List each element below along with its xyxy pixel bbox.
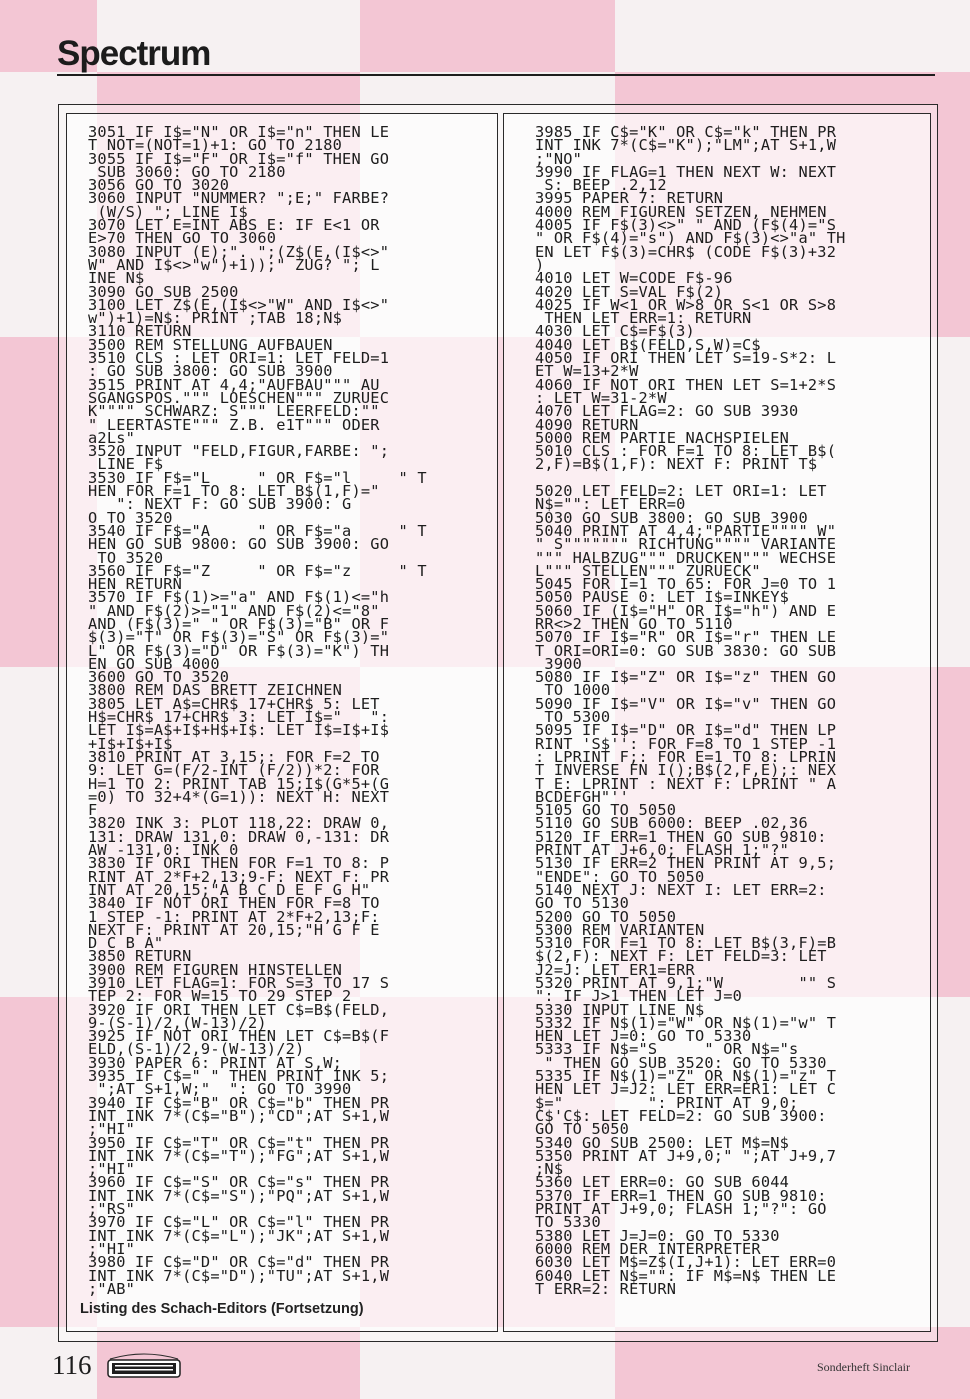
code-listing-left: 3051 IF I$="N" OR I$="n" THEN LE T NOT=(NOT=1)+1: GO TO 2180 3055 IF I$="F" OR I$="f" THEN GO SUB 3060: GO TO 2180 3056 GO TO 3020 3060 INPUT "NUMMER? ";E;" FARBE? (W/S) "; LINE I$ 3070 LET E=INT ABS E: IF E<1 OR E>70 THEN GO TO 3060 3080 INPUT (E);". ";(Z$(E,(I$<>" W" AND I$<>"w")+1));" ZUG? "; L INE N$ 3090 GO SUB 2500 3100 LET Z$(E,(I$<>"W" AND I$<>" w")+1)=N$: PRINT ;TAB 18;N$ 3110 RETURN 3500 REM STELLUNG AUFBAUEN 3510 CLS : LET ORI=1: LET FELD=1 : GO SUB 3800: GO SUB 3900 3515 PRINT AT 4,4;"AUFBAU""" AU SGANGSPOS.""" LOESCHEN""" ZURUEC K"""" SCHWARZ: S""" LEERFELD:"" " LEERTASTE""" Z.B. e1T""" ODER a2Ls" 3520 INPUT "FELD,FIGUR,FARBE: "; LINE F$ 3530 IF F$="L " OR F$="l " T HEN FOR F=1 TO 8: LET B$(1,F)=" ": NEXT F: GO SUB 3900: G O TO 3520 3540 IF F$="A " OR F$="a " T HEN GO SUB 9800: GO SUB 3900: GO TO 3520 3560 IF F$="Z " OR F$="z " T HEN RETURN 3570 IF F$(1)>="a" AND F$(1)<="h " AND F$(2)>="1" AND F$(2)<="8" AND (F$(3)=" " OR F$(3)="B" OR F $(3)="T" OR F$(3)="S" OR F$(3)=" L" OR F$(3)="D" OR F$(3)="K") TH EN GO SUB 4000 3600 GO TO 3520 3800 REM DAS BRETT ZEICHNEN 3805 LET A$=CHR$ 17+CHR$ 5: LET H$=CHR$ 17+CHR$ 3: LET I$=" ": LET I$=A$+I$+H$+I$: LET I$=I$+I$ +I$+I$+I$ 3810 PRINT AT 3,15;: FOR F=2 TO 9: LET G=(F/2-INT (F/2))*2: FOR H=1 TO 2: PRINT TAB 15;I$(G*5+(G =0) TO 32+4*(G=1)): NEXT H: NEXT F 3820 INK 3: PLOT 118,22: DRAW 0, 131: DRAW 131,0: DRAW 0,-131: DR AW -131,0: INK 0 3830 IF ORI THEN FOR F=1 TO 8: P RINT AT 2*F+2,13;9-F: NEXT F: PR INT AT 20,15;"A B C D E F G H" 3840 IF NOT ORI THEN FOR F=8 TO 1 STEP -1: PRINT AT 2*F+2,13;F: NEXT F: PRINT AT 20,15;"H G F E D C B A" 3850 RETURN 3900 REM FIGUREN HINSTELLEN 3910 LET FLAG=1: FOR S=3 TO 17 S TEP 2: FOR W=15 TO 29 STEP 2 3920 IF ORI THEN LET C$=B$(FELD, 9-(S-1)/2,(W-13)/2) 3925 IF NOT ORI THEN LET C$=B$(F ELD,(S-1)/2,9-(W-13)/2) 3930 PAPER 6: PRINT AT S,W; 3935 IF C$=" " THEN PRINT INK 5; ";AT S+1,W;" ": GO TO 3990 3940 IF C$="B" OR C$="b" THEN PR INT INK 7*(C$="B");"CD";AT S+1,W ;"HI" 3950 IF C$="T" OR C$="t" THEN PR INT INK 7*(C$="T");"FG";AT S+1,W ;"HI" 3960 IF C$="S" OR C$="s" THEN PR INT INK 7*(C$="S");"PQ";AT S+1,W ;"RS" 3970 IF C$="L" OR C$="l" THEN PR INT INK 7*(C$="L");"JK";AT S+1,W ;"HI" 3980 IF C$="D" OR C$="d" THEN PR INT INK 7*(C$="D");"TU";AT S+1,W ;"AB" — [88, 123, 427, 1298]
happy-computer-logo — [104, 1351, 184, 1381]
page-number: 116 — [52, 1350, 92, 1380]
code-listing-right: 3985 IF C$="K" OR C$="k" THEN PR INT INK 7*(C$="K");"LM";AT S+1,W ;"NO" 3990 IF FLAG=1 THEN NEXT W: NEXT S: BEEP .2,12 3995 PAPER 7: RETURN 4000 REM FIGUREN SETZEN, NEHMEN 4005 IF F$(3)<>" " AND (F$(4)="S " OR F$(4)="s") AND F$(3)<>"a" TH EN LET F$(3)=CHR$ (CODE F$(3)+32 ) 4010 LET W=CODE F$-96 4020 LET S=VAL F$(2) 4025 IF W<1 OR W>8 OR S<1 OR S>8 THEN LET ERR=1: RETURN 4030 LET C$=F$(3) 4040 LET B$(FELD,S,W)=C$ 4050 IF ORI THEN LET S=19-S*2: L ET W=13+2*W 4060 IF NOT ORI THEN LET S=1+2*S : LET W=31-2*W 4070 LET FLAG=2: GO SUB 3930 4090 RETURN 5000 REM PARTIE NACHSPIELEN 5010 CLS : FOR F=1 TO 8: LET B$( 2,F)=B$(1,F): NEXT F: PRINT T$ 5020 LET FELD=2: LET ORI=1: LET N$="": LET ERR=0 5030 GO SUB 3800: GO SUB 3900 5040 PRINT AT 4,4;"PARTIE"""" W" " S""""""" RICHTUNG"""" VARIANTE """ HALBZUG""" DRUCKEN""" WECHSE L""" STELLEN""" ZURUECK" 5045 FOR I=1 TO 65: FOR J=0 TO 1 5050 PAUSE 0: LET I$=INKEY$ 5060 IF (I$="H" OR I$="h") AND E RR<>2 THEN GO TO 5110 5070 IF I$="R" OR I$="r" THEN LE T ORI=ORI=0: GO SUB 3830: GO SUB 3900 5080 IF I$="Z" OR I$="z" THEN GO TO 1000 5090 IF I$="V" OR I$="v" THEN GO TO 5300 5095 IF I$="D" OR I$="d" THEN LP RINT 'S$'': FOR F=8 TO 1 STEP -1 : LPRINT F;: FOR E=1 TO 8: LPRIN T INVERSE FN I();B$(2,F,E);: NEX T E: LPRINT : NEXT F: LPRINT " A BCDEFGH"'' 5105 GO TO 5050 5110 GO SUB 6000: BEEP .02,36 5120 IF ERR=1 THEN GO SUB 9810: PRINT AT J+6,0; FLASH 1;"?" 5130 IF ERR=2 THEN PRINT AT 9,5; "ENDE": GO TO 5050 5140 NEXT J: NEXT I: LET ERR=2: GO TO 5130 5200 GO TO 5050 5300 REM VARIANTEN 5310 FOR F=1 TO 8: LET B$(3,F)=B $(2,F): NEXT F: LET FELD=3: LET J2=J: LET ER1=ERR 5320 PRINT AT 9,1;"W "" S ": IF J>1 THEN LET J=0 5330 INPUT LINE N$ 5332 IF N$(1)="W" OR N$(1)="w" T HEN LET J=0: GO TO 5330 5333 IF N$="S " OR N$="s " THEN GO SUB 3520: GO TO 5330 5335 IF N$(1)="Z" OR N$(1)="z" T HEN LET J=J2: LET ERR=ER1: LET C $=" ": PRINT AT 9,0; C$'C$: LET FELD=2: GO SUB 3900: GO TO 5050 5340 GO SUB 2500: LET M$=N$ 5350 PRINT AT J+9,0;" ";AT J+9,7 ;N$ 5360 LET ERR=0: GO SUB 6044 5370 IF ERR=1 THEN GO SUB 9810: PRINT AT J+9,0; FLASH 1;"?": GO TO 5330 5380 LET J=J=0: GO TO 5330 6000 REM DER INTERPRETER 6030 LET M$=Z$(I,J+1): LET ERR=0 6040 LET N$="": IF M$=N$ THEN LE T ERR=2: RETURN — [535, 123, 846, 1298]
section-title: Spectrum — [57, 34, 211, 73]
header-rule — [57, 74, 935, 76]
listing-caption: Listing des Schach-Editors (Fortsetzung) — [80, 1301, 364, 1317]
footer-publication: Sonderheft Sinclair — [817, 1360, 910, 1374]
